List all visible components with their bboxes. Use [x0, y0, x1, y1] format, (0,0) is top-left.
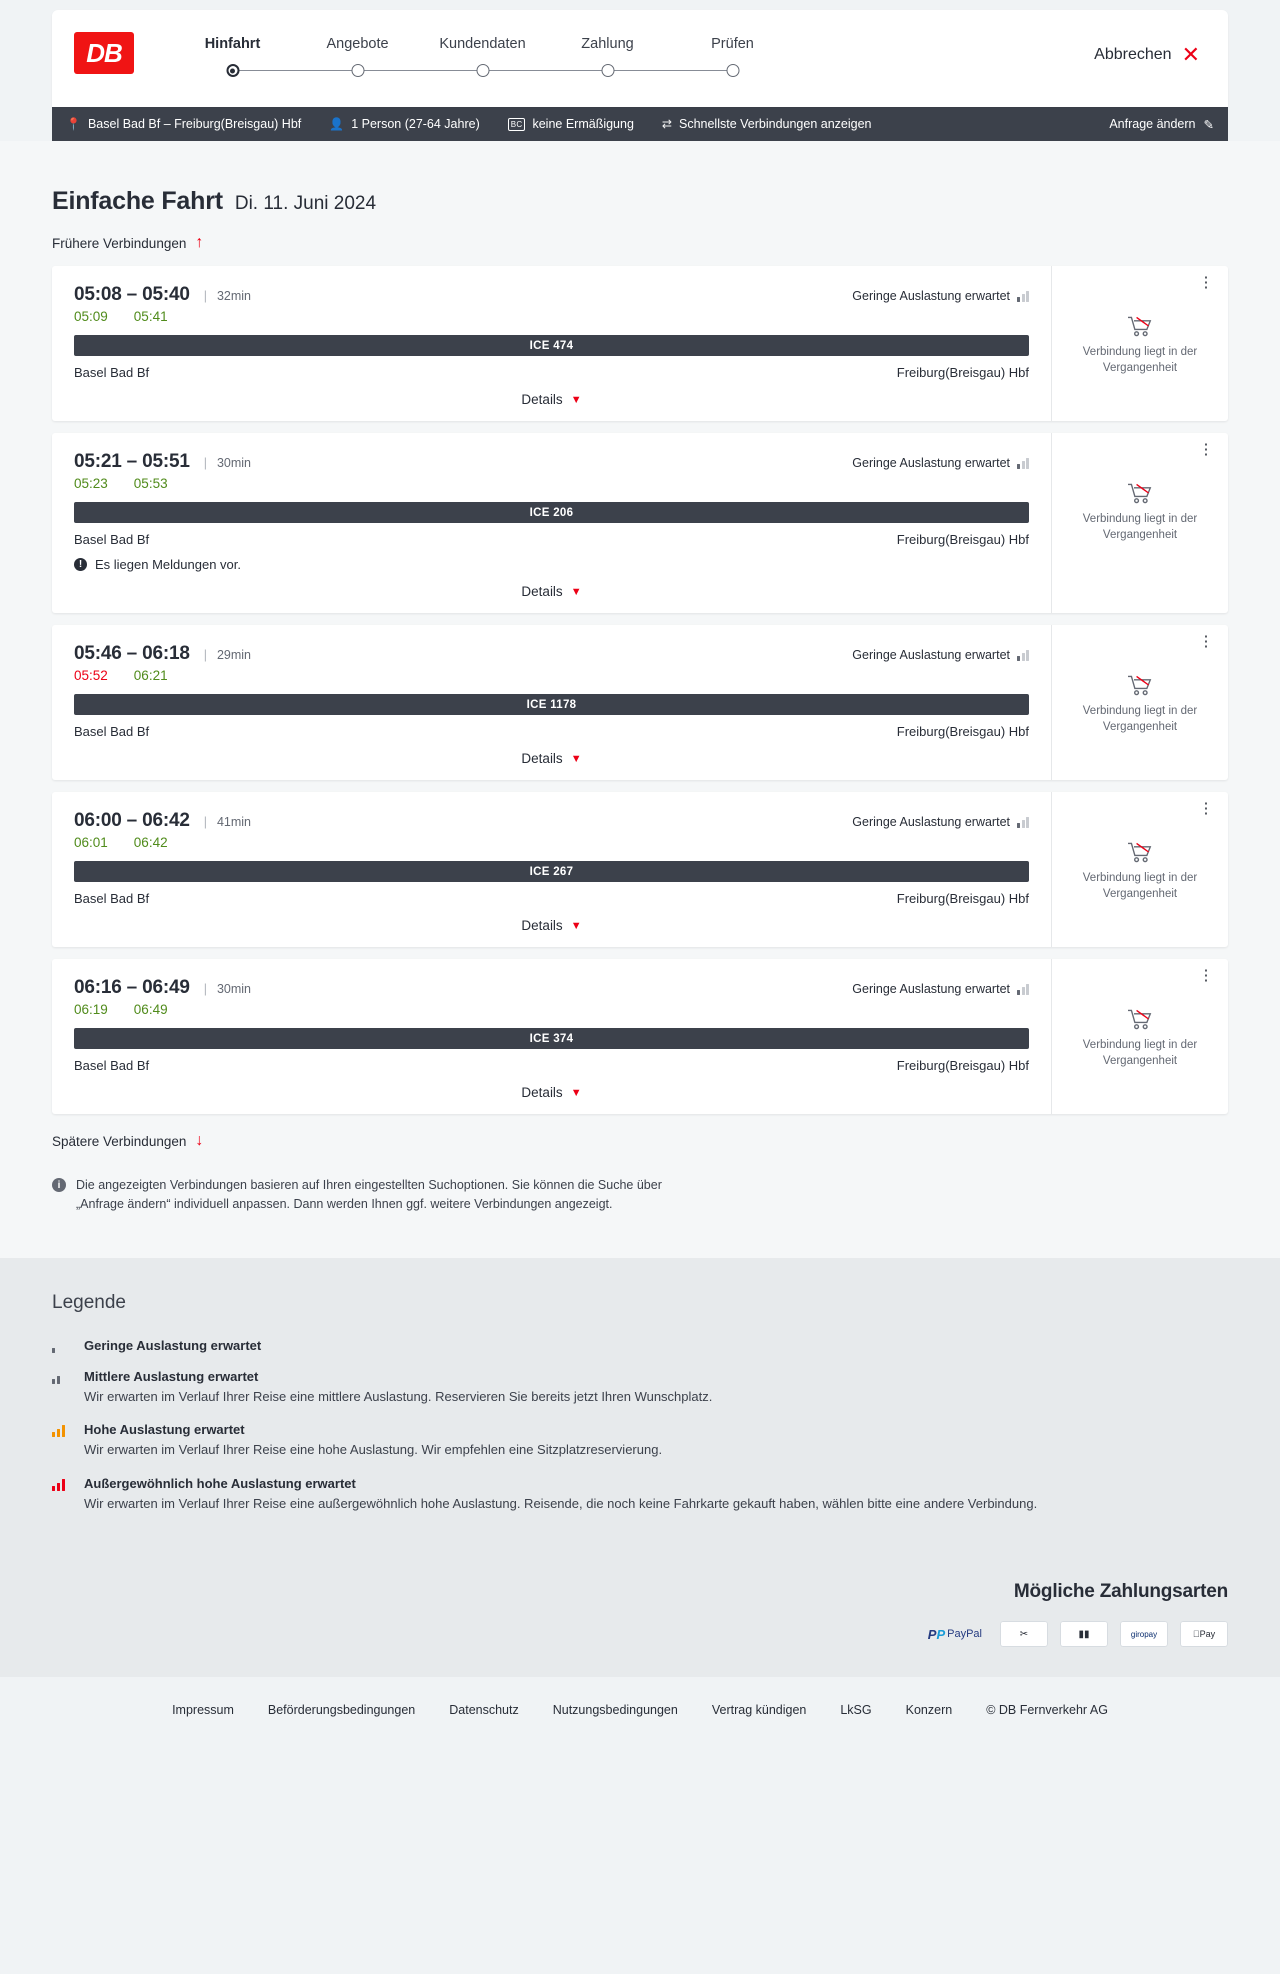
page-footer: [0, 1677, 1280, 1747]
occupancy-indicator: [852, 982, 1029, 996]
footer-link-datenschutz[interactable]: Datenschutz: [449, 1703, 519, 1717]
past-connection-note: Verbindung liegt in der Vergangenheit: [1082, 872, 1198, 900]
payment-methods-title: Mögliche Zahlungsarten: [1013, 1581, 1228, 1602]
past-connection-note: Verbindung liegt in der Vergangenheit: [1082, 513, 1198, 541]
step-label: Zahlung: [581, 36, 634, 52]
summary-passengers-label: 1 Person (27-64 Jahre): [351, 117, 480, 131]
footer-link-impressum[interactable]: Impressum: [172, 1703, 234, 1717]
past-connection-note: Verbindung liegt in der Vergangenheit: [1082, 346, 1198, 374]
details-toggle[interactable]: [74, 918, 1029, 933]
legend-title: Legende: [52, 1291, 126, 1313]
step-label: Kundendaten: [439, 36, 526, 52]
connection-card[interactable]: [52, 959, 1228, 1114]
more-options-button[interactable]: ⋮: [1198, 441, 1214, 458]
connection-duration: 30min: [216, 456, 252, 470]
search-hint: [52, 1176, 692, 1214]
actual-arrival: 06:49: [133, 1002, 168, 1017]
chevron-down-icon: ▼: [570, 1086, 582, 1099]
connection-details: 06:16 – 06:49 | 30min Geringe Auslastung erwartet 06:19 06:49 ICE 374 Basel Bad Bf Freiburg(Breisgau) Hbf Details ▼: [52, 959, 1052, 1114]
footer-copyright: © DB Fernverkehr AG: [986, 1703, 1108, 1717]
legend-label: Geringe Auslastung erwartet: [84, 1337, 262, 1353]
legend-description: Wir erwarten im Verlauf Ihrer Reise eine außergewöhnlich hohe Auslastung. Reisende, die noch keine Fahrkarte gekauft haben, wählen bitte eine andere Verbindung.: [84, 1495, 1038, 1511]
connection-duration: 30min: [216, 982, 252, 996]
step-dot-icon: [351, 64, 364, 77]
connection-message[interactable]: [74, 557, 1029, 572]
more-options-button[interactable]: ⋮: [1198, 633, 1214, 650]
arrow-down-icon: ↓: [195, 1132, 204, 1149]
db-logo[interactable]: DB: [74, 32, 134, 74]
occupancy-bars-high-icon: [52, 1425, 70, 1437]
origin-station: Basel Bad Bf: [74, 1058, 150, 1073]
occupancy-indicator: [852, 289, 1029, 303]
connection-details: 05:21 – 05:51 | 30min Geringe Auslastung erwartet 05:23 05:53 ICE 206 Basel Bad Bf Freiburg(Breisgau) Hbf ! Es liegen Meldungen vor. Details ▼: [52, 433, 1052, 613]
legend-section: [0, 1258, 1280, 1572]
info-icon: i: [52, 1178, 66, 1192]
step-pruefen[interactable]: [670, 36, 795, 78]
legend-label: Hohe Auslastung erwartet: [84, 1422, 245, 1437]
step-label: Prüfen: [711, 36, 754, 52]
actual-arrival: 06:42: [133, 835, 168, 850]
actual-departure: 05:09: [74, 309, 108, 324]
occupancy-bars-low-icon: [52, 1341, 70, 1353]
occupancy-bars-icon: [1017, 817, 1029, 828]
past-connection-note: Verbindung liegt in der Vergangenheit: [1082, 705, 1198, 733]
booking-page: [0, 10, 1280, 1747]
fastest-arrow-icon: ⇄: [661, 117, 672, 131]
origin-station: Basel Bad Bf: [74, 724, 150, 739]
connection-card[interactable]: [52, 266, 1228, 421]
connection-card[interactable]: [52, 625, 1228, 780]
connection-details: 05:46 – 06:18 | 29min Geringe Auslastung erwartet 05:52 06:21 ICE 1178 Basel Bad Bf Freiburg(Breisgau) Hbf Details ▼: [52, 625, 1052, 780]
actual-departure: 05:23: [74, 476, 108, 491]
connection-times: 05:08 – 05:40: [74, 284, 190, 305]
details-label: Details: [521, 584, 563, 599]
details-label: Details: [521, 1085, 563, 1100]
occupancy-indicator: [852, 456, 1029, 470]
page-header: [52, 10, 1228, 107]
arrow-up-icon: ↑: [195, 234, 204, 251]
connection-times: 06:00 – 06:42: [74, 810, 190, 831]
connection-offer: [1052, 959, 1228, 1114]
page-title: [52, 141, 1228, 216]
step-zahlung[interactable]: [545, 36, 670, 78]
more-options-button[interactable]: ⋮: [1198, 274, 1214, 291]
payment-methods-section: [0, 1571, 1280, 1677]
legend-label: Außergewöhnlich hohe Auslastung erwartet: [84, 1475, 356, 1491]
footer-link-befoerderungsbedingungen[interactable]: Beförderungsbedingungen: [267, 1703, 416, 1717]
cart-unavailable-icon: [1126, 673, 1154, 697]
summary-route-label: Basel Bad Bf – Freiburg(Breisgau) Hbf: [87, 117, 302, 131]
search-summary-bar: [52, 107, 1228, 141]
occupancy-bars-mid-icon: [52, 1372, 70, 1384]
origin-station: Basel Bad Bf: [74, 365, 150, 380]
details-toggle[interactable]: [74, 584, 1029, 599]
connection-offer: [1052, 433, 1228, 613]
chevron-down-icon: ▼: [570, 919, 582, 932]
edit-search-button[interactable]: [1109, 117, 1214, 132]
chevron-down-icon: ▼: [570, 585, 582, 598]
connection-times: 05:21 – 05:51: [74, 451, 190, 472]
occupancy-indicator: [852, 648, 1029, 662]
apple-pay-icon: Pay: [1180, 1621, 1228, 1647]
summary-discount[interactable]: [508, 117, 648, 131]
occupancy-bars-icon: [1017, 291, 1029, 302]
train-number-bar: ICE 374: [74, 1028, 1029, 1049]
warning-icon: !: [74, 558, 87, 571]
summary-passengers[interactable]: [329, 117, 494, 131]
step-angebote[interactable]: [295, 36, 420, 78]
cart-unavailable-icon: [1126, 1007, 1154, 1031]
giropay-icon: giropay: [1120, 1621, 1168, 1647]
connection-offer: [1052, 266, 1228, 421]
bahncard-icon: BC: [508, 118, 526, 131]
destination-station: Freiburg(Breisgau) Hbf: [896, 365, 1029, 380]
step-label: Angebote: [326, 36, 389, 52]
main-content: [0, 141, 1280, 1258]
train-number-bar: ICE 474: [74, 335, 1029, 356]
connection-duration: 29min: [216, 648, 252, 662]
location-pin-icon: 📍: [66, 117, 81, 131]
occupancy-label: Geringe Auslastung erwartet: [852, 648, 1010, 662]
later-connections-label: Spätere Verbindungen: [52, 1133, 187, 1149]
summary-discount-label: keine Ermäßigung: [532, 117, 634, 131]
cart-unavailable-icon: [1126, 314, 1154, 338]
details-toggle[interactable]: [74, 751, 1029, 766]
actual-arrival: 05:53: [133, 476, 168, 491]
train-number-bar: ICE 267: [74, 861, 1029, 882]
cart-unavailable-icon: [1126, 481, 1154, 505]
earlier-connections-label: Frühere Verbindungen: [52, 235, 187, 251]
footer-link-konzern[interactable]: Konzern: [905, 1703, 953, 1717]
occupancy-bars-icon: [1017, 650, 1029, 661]
summary-fastest[interactable]: [662, 117, 886, 131]
more-options-button[interactable]: ⋮: [1198, 967, 1214, 984]
occupancy-label: Geringe Auslastung erwartet: [852, 982, 1010, 996]
connection-times: 05:46 – 06:18: [74, 643, 190, 664]
step-dot-icon: [726, 64, 739, 77]
connection-card[interactable]: [52, 433, 1228, 613]
credit-card-icon: ▮▮: [1060, 1621, 1108, 1647]
destination-station: Freiburg(Breisgau) Hbf: [896, 532, 1029, 547]
details-toggle[interactable]: [74, 392, 1029, 407]
footer-link-lksg[interactable]: LkSG: [840, 1703, 872, 1717]
connection-duration: 41min: [216, 815, 252, 829]
legend-item-low: [52, 1338, 1228, 1353]
connection-details: 06:00 – 06:42 | 41min Geringe Auslastung erwartet 06:01 06:42 ICE 267 Basel Bad Bf Freiburg(Breisgau) Hbf Details ▼: [52, 792, 1052, 947]
details-label: Details: [521, 918, 563, 933]
edit-search-label: Anfrage ändern: [1109, 117, 1196, 131]
actual-arrival: 05:41: [133, 309, 168, 324]
connection-offer: [1052, 625, 1228, 780]
legend-label: Mittlere Auslastung erwartet: [84, 1368, 259, 1384]
destination-station: Freiburg(Breisgau) Hbf: [896, 891, 1029, 906]
step-dot-icon: [226, 64, 239, 77]
origin-station: Basel Bad Bf: [74, 532, 150, 547]
occupancy-label: Geringe Auslastung erwartet: [852, 815, 1010, 829]
legend-item-high: [52, 1422, 1228, 1460]
legend-item-mid: [52, 1369, 1228, 1407]
later-connections-button[interactable]: [52, 1132, 1228, 1150]
details-toggle[interactable]: [74, 1085, 1029, 1100]
direct-debit-icon: ✂: [1000, 1621, 1048, 1647]
paypal-icon: P P PayPal: [927, 1626, 982, 1642]
chevron-down-icon: ▼: [570, 393, 582, 406]
legend-description: Wir erwarten im Verlauf Ihrer Reise eine mittlere Auslastung. Reservieren Sie bereits jetzt Ihren Wunschplatz.: [84, 1388, 713, 1404]
page-title-date: Di. 11. Juni 2024: [234, 193, 377, 214]
progress-stepper: [170, 36, 795, 78]
occupancy-bars-extreme-icon: [52, 1479, 70, 1491]
destination-station: Freiburg(Breisgau) Hbf: [896, 724, 1029, 739]
past-connection-note: Verbindung liegt in der Vergangenheit: [1082, 1039, 1198, 1067]
search-hint-text: Die angezeigten Verbindungen basieren auf Ihren eingestellten Suchoptionen. Sie können die Suche über „Anfrage ändern“ individuell anpassen. Dann werden Ihnen ggf. weitere Verbindungen angezeigt.: [76, 1178, 662, 1211]
footer-link-nutzungsbedingungen[interactable]: Nutzungsbedingungen: [552, 1703, 678, 1717]
occupancy-bars-icon: [1017, 458, 1029, 469]
train-number-bar: ICE 206: [74, 502, 1029, 523]
details-label: Details: [521, 392, 563, 407]
more-options-button[interactable]: ⋮: [1198, 800, 1214, 817]
close-icon[interactable]: ✕: [1181, 42, 1200, 67]
connection-times: 06:16 – 06:49: [74, 977, 190, 998]
occupancy-label: Geringe Auslastung erwartet: [852, 456, 1010, 470]
page-title-text: Einfache Fahrt: [52, 187, 223, 215]
cancel-label: Abbrechen: [1094, 46, 1172, 63]
connection-card[interactable]: [52, 792, 1228, 947]
cart-unavailable-icon: [1126, 840, 1154, 864]
occupancy-label: Geringe Auslastung erwartet: [852, 289, 1010, 303]
step-dot-icon: [601, 64, 614, 77]
chevron-down-icon: ▼: [570, 752, 582, 765]
connection-message-label: Es liegen Meldungen vor.: [95, 557, 241, 572]
legend-item-extreme: [52, 1476, 1228, 1514]
step-hinfahrt[interactable]: [170, 36, 295, 78]
summary-route[interactable]: [66, 117, 315, 131]
step-dot-icon: [476, 64, 489, 77]
connection-duration: 32min: [216, 289, 252, 303]
legend-description: Wir erwarten im Verlauf Ihrer Reise eine hohe Auslastung. Wir empfehlen eine Sitzplatzreservierung.: [84, 1442, 663, 1457]
connection-details: 05:08 – 05:40 | 32min Geringe Auslastung erwartet 05:09 05:41 ICE 474 Basel Bad Bf Freiburg(Breisgau) Hbf Details ▼: [52, 266, 1052, 421]
step-kundendaten[interactable]: [420, 36, 545, 78]
actual-arrival: 06:21: [133, 668, 168, 683]
connection-offer: [1052, 792, 1228, 947]
actual-departure: 06:01: [74, 835, 108, 850]
details-label: Details: [521, 751, 563, 766]
destination-station: Freiburg(Breisgau) Hbf: [896, 1058, 1029, 1073]
occupancy-bars-icon: [1017, 984, 1029, 995]
origin-station: Basel Bad Bf: [74, 891, 150, 906]
actual-departure: 06:19: [74, 1002, 108, 1017]
summary-fastest-label: Schnellste Verbindungen anzeigen: [678, 117, 872, 131]
pencil-icon[interactable]: ✎: [1203, 117, 1214, 132]
cancel-button[interactable]: [1094, 44, 1200, 66]
occupancy-indicator: [852, 815, 1029, 829]
footer-link-vertrag-kuendigen[interactable]: Vertrag kündigen: [711, 1703, 807, 1717]
person-icon: 👤: [329, 117, 345, 131]
step-label: Hinfahrt: [204, 36, 261, 52]
actual-departure: 05:52: [74, 668, 108, 683]
earlier-connections-button[interactable]: [52, 234, 1228, 252]
train-number-bar: ICE 1178: [74, 694, 1029, 715]
